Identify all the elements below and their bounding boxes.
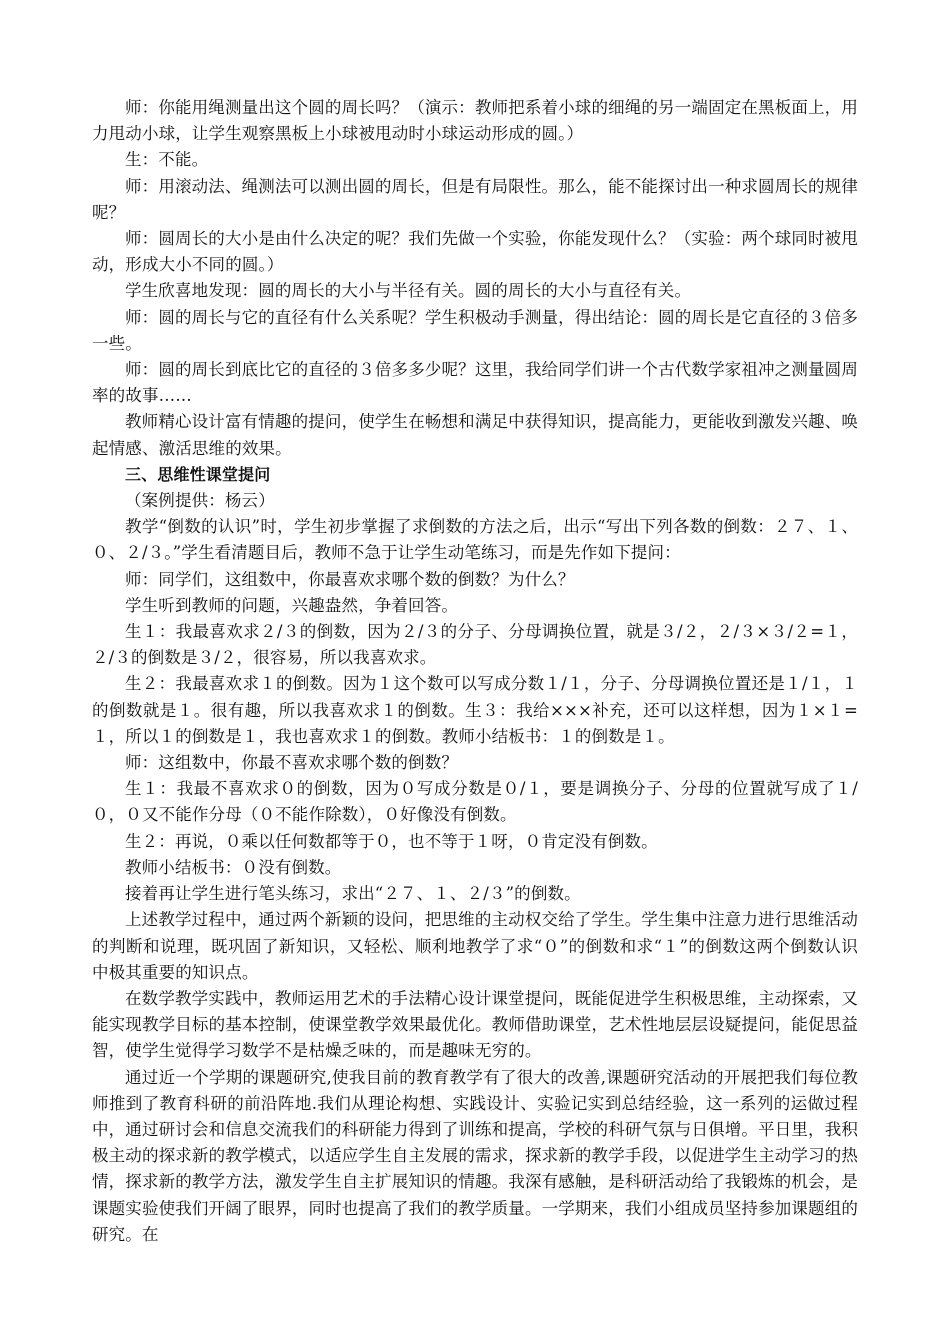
section-heading: 三、思维性课堂提问	[125, 464, 271, 484]
paragraph-student-cannot: 生：不能。	[125, 150, 209, 170]
paragraph-board-summary-zero: 教师小结板书：０没有倒数。	[125, 857, 342, 877]
paragraph-teacher-zu-chongzhi: 师：圆的周长到底比它的直径的３倍多多少呢？这里，我给同学们讲一个古代数学家祖冲之测量圆周率的故事……	[92, 360, 858, 406]
paragraph-student2-one: 生２：我最喜欢求１的倒数。因为１这个数可以写成分数１/１，分子、分母调换位置还是１/１，１的倒数就是１。很有趣，所以我喜欢求１的倒数。生３：我给×××补充，还可以这样想，因为１×１=１，所以１的倒数是１，我也喜欢求１的倒数。教师小结板书：１的倒数是１。	[92, 674, 858, 746]
paragraph-student2-zero: 生２：再说，０乘以任何数都等于０，也不等于１呀，０肯定没有倒数。	[125, 831, 658, 851]
paragraph-student1-zero: 生１：我最不喜欢求０的倒数，因为０写成分数是０/１，要是调换分子、分母的位置就写成了１/０，０又不能作分母（０不能作除数），０好像没有倒数。	[92, 779, 858, 825]
paragraph-teacher-diameter-relation: 师：圆的周长与它的直径有什么关系呢？学生积极动手测量，得出结论：圆的周长是它直径的３倍多一些。	[92, 307, 858, 353]
paragraph-research-reflection: 通过近一个学期的课题研究,使我目前的教育教学有了很大的改善,课题研究活动的开展把我们每位教师推到了教育科研的前沿阵地.我们从理论构想、实践设计、实验记实到总结经验，这一系列的运做过程中，通过研讨会和信息交流我们的科研能力得到了训练和提高，学校的科研气氛与日俱增。平日里，我积极主动的探求新的教学模式，以适应学生自主发展的需求，探求新的教学手段，以促进学生主动学习的热情，探求新的教学方法，激发学生自主扩展知识的情趣。我深有感触，是科研活动给了我锻炼的机会，是课题实验使我们开阔了眼界，同时也提高了我们的教学质量。一学期来，我们小组成员坚持参加课题组的研究。在	[92, 1067, 858, 1244]
paragraph-teacher-experiment: 师：圆周长的大小是由什么决定的呢？我们先做一个实验，你能发现什么？（实验：两个球同时被甩动，形成大小不同的圆。）	[92, 229, 858, 275]
paragraph-process-review: 上述教学过程中，通过两个新颖的设问，把思维的主动权交给了学生。学生集中注意力进行思维活动的判断和说理，既巩固了新知识，又轻松、顺利地教学了求“０”的倒数和求“１”的倒数这两个倒数认识中极其重要的知识点。	[92, 910, 858, 982]
paragraph-written-practice: 接着再让学生进行笔头练习，求出“２７、１、２/３”的倒数。	[125, 884, 581, 904]
paragraph-teacher-favorite-question: 师：同学们，这组数中，你最喜欢求哪个数的倒数？为什么？	[125, 569, 575, 589]
document-body	[92, 95, 858, 1248]
paragraph-students-eager: 学生听到教师的问题，兴趣盎然，争着回答。	[125, 595, 458, 615]
paragraph-teacher-rope-question: 师：你能用绳测量出这个圆的周长吗？（演示：教师把系着小球的细绳的另一端固定在黑板面上，用力甩动小球，让学生观察黑板上小球被甩动时小球运动形成的圆。）	[92, 98, 858, 144]
paragraph-student-discovery: 学生欣喜地发现：圆的周长的大小与半径有关。圆的周长的大小与直径有关。	[125, 281, 692, 301]
paragraph-teacher-least-favorite: 师：这组数中，你最不喜欢求哪个数的倒数？	[125, 753, 458, 773]
case-source: （案例提供：杨云）	[125, 491, 275, 511]
paragraph-reciprocal-intro: 教学“倒数的认识”时，学生初步掌握了求倒数的方法之后，出示“写出下列各数的倒数：２７、１、０、２/３。”学生看清题目后，教师不急于让学生动笔练习，而是先作如下提问：	[92, 517, 858, 563]
paragraph-teacher-limitation: 师：用滚动法、绳测法可以测出圆的周长，但是有局限性。那么，能不能探讨出一种求圆周长的规律呢？	[92, 176, 858, 222]
paragraph-teaching-practice: 在数学教学实践中，教师运用艺术的手法精心设计课堂提问，既能促进学生积极思维，主动探索，又能实现教学目标的基本控制，使课堂教学效果最优化。教师借助课堂，艺术性地层层设疑提问，能促思益智，使学生觉得学习数学不是枯燥乏味的，而是趣味无穷的。	[92, 988, 858, 1061]
paragraph-student1-two-thirds: 生１：我最喜欢求２/３的倒数，因为２/３的分子、分母调换位置，就是３/２，２/３×３/２=１，２/３的倒数是３/２，很容易，所以我喜欢求。	[92, 622, 858, 668]
paragraph-summary-interest: 教师精心设计富有情趣的提问，使学生在畅想和满足中获得知识，提高能力，更能收到激发兴趣、唤起情感、激活思维的效果。	[92, 412, 858, 458]
